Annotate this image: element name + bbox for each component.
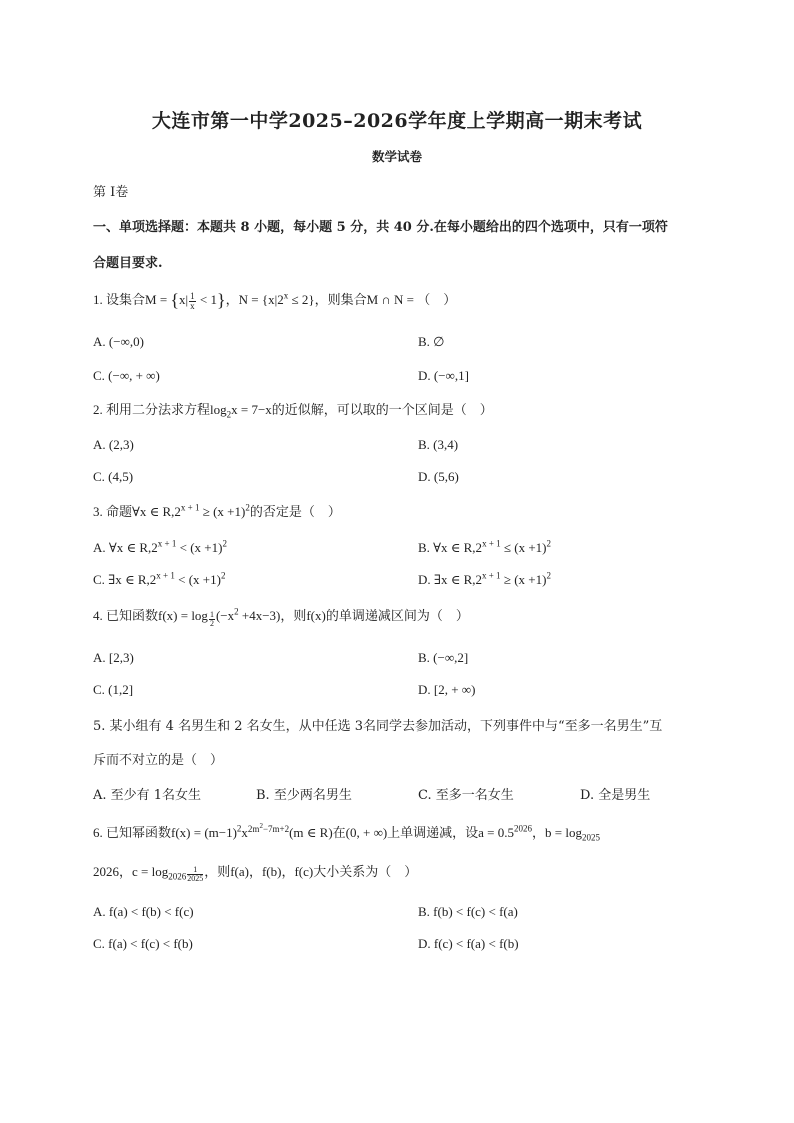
- q2-option-c: C. (4,5): [93, 469, 134, 484]
- q6-option-b: B. f(b) < f(c) < f(a): [418, 904, 518, 919]
- fraction: $\frac{1}{x}$: [190, 290, 195, 311]
- q3-option-c: C. ∃x ∈ $R,2^{x + 1} < (x +1)^2$: [93, 570, 226, 587]
- log-base-fraction: $\frac{1}{2}$: [209, 610, 214, 628]
- q2-option-d: D. (5,6): [418, 469, 459, 484]
- section-heading-line2: 合题目要求.: [93, 256, 163, 271]
- q5-option-c: C. 至多一名女生: [418, 788, 514, 803]
- q4-option-b: B. (−∞,2]: [418, 650, 469, 665]
- q1-option-a: A. (−∞,0): [93, 334, 144, 349]
- q6-option-c: C. f(a) < f(c) < f(b): [93, 936, 193, 951]
- q6-option-a: A. f(a) < f(b) < f(c): [93, 904, 194, 919]
- q5-option-b: B. 至少两名男生: [256, 788, 352, 803]
- question-2: 2. 利用二分法求方程$\log_2x = 7-x$的近似解，可以取的一个区间是（ ）: [93, 402, 493, 420]
- q4-option-c: C. (1,2]: [93, 682, 134, 697]
- q3-option-b: B. ∀x ∈ $R,2^{x + 1} \le (x +1)^2$: [418, 538, 552, 555]
- q2-option-b: B. (3,4): [418, 437, 459, 452]
- q2-option-a: A. (2,3): [93, 437, 134, 452]
- section-heading-line1: 一、单项选择题：本题共 8 小题，每小题 5 分，共 40 分.在每小题给出的四个选项中，只有一项符: [93, 220, 668, 235]
- q1-option-d: D. (−∞,1]: [418, 368, 469, 383]
- question-6-line2: 2026，$c = \log_{2026}$ $\frac{1}{2025}$ ，则f(a)，f(b)，f(c)大小关系为（ ）: [93, 864, 418, 883]
- q3-option-a: A. ∀x ∈ $R,2^{x + 1} < (x +1)^2$: [93, 538, 227, 555]
- q4-option-d: D. [2, + ∞): [418, 682, 476, 697]
- q1-option-c: C. (−∞, + ∞): [93, 368, 160, 383]
- q4-option-a: A. [2,3): [93, 650, 134, 665]
- q5-option-a: A. 至少有 1名女生: [93, 788, 202, 803]
- q1-option-b: B. ∅: [418, 334, 445, 349]
- question-3: 3. 命题∀x ∈ $R,2^{x + 1} \ge (x +1)^2$的否定是（ ）: [93, 502, 341, 519]
- question-1: 1. 设集合M = {x| $\frac{1}{x}$ < 1}，$N = \{x|2^x \le 2\}$，则集合M ∩ N = （ ）: [93, 290, 457, 311]
- q5-option-d: D. 全是男生: [580, 788, 651, 803]
- question-5-line2: 斥而不对立的是（ ）: [93, 753, 224, 768]
- q3-option-d: D. ∃x ∈ $R,2^{x + 1} \ge (x +1)^2$: [418, 570, 551, 587]
- exam-subtitle: 数学试卷: [371, 149, 422, 164]
- fraction: $\frac{1}{2025}$: [187, 865, 204, 883]
- question-4: 4. 已知函数f(x) = log $\frac{1}{2}$ $(-x^2 +4x-3)$，则f(x)的单调递减区间为（ ）: [93, 606, 469, 628]
- exam-title: 大连市第一中学2025–2026学年度上学期高一期末考试: [151, 110, 643, 132]
- part-label: 第 I卷: [93, 185, 129, 200]
- question-6-line1: 6. 已知幂函数$f(x) = (m-1)^2x^{2m^2-7m+2}(m$ ∈ R)在(0, + ∞)上单调递减，设$a = 0.5^{2026}$，$b = \log_{2025}$: [93, 821, 600, 843]
- question-5-line1: 5. 某小组有 4 名男生和 2 名女生，从中任选 3名同学去参加活动，下列事件中与“至多一名男生”互: [93, 719, 663, 734]
- q6-option-d: D. f(c) < f(a) < f(b): [418, 936, 519, 951]
